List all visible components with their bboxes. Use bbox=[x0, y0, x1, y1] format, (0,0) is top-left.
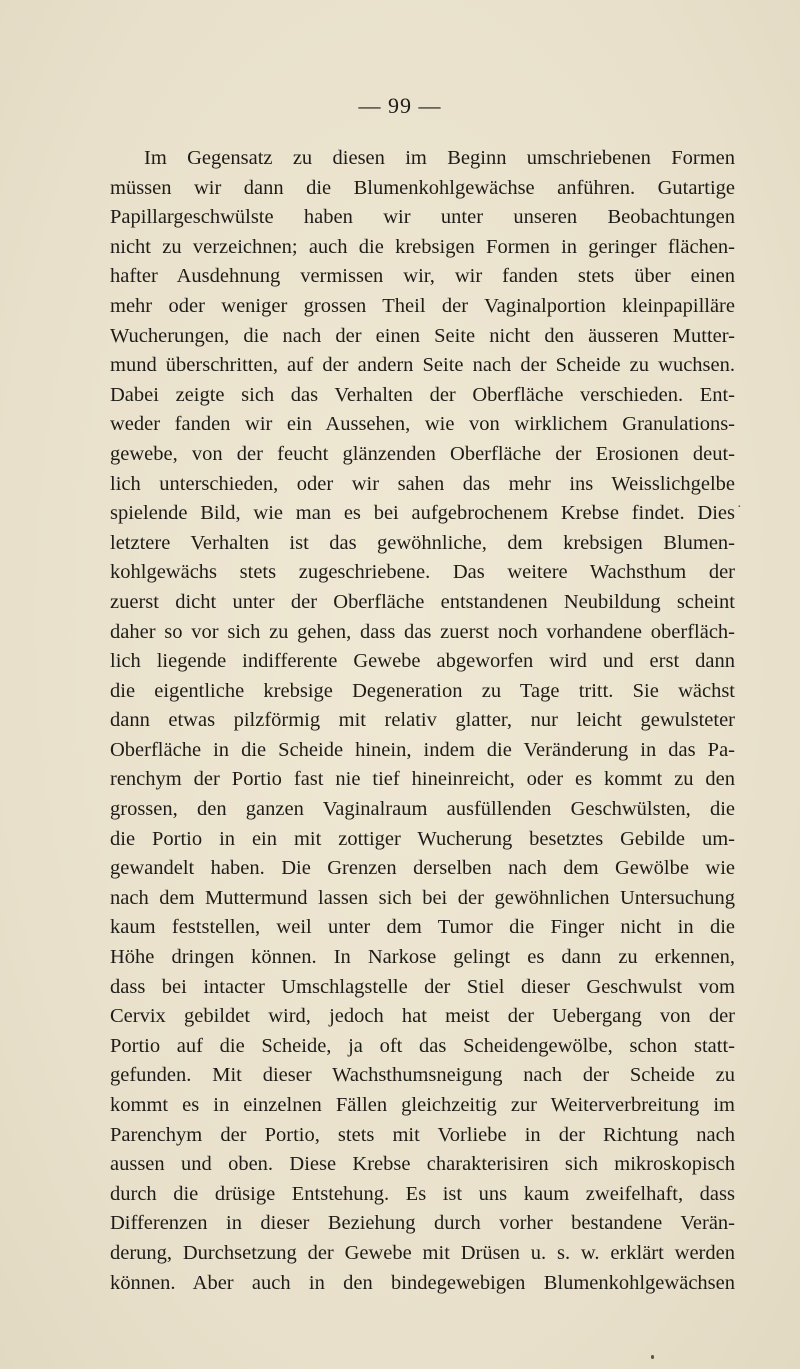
text-line: gewebe, von der feucht glänzenden Oberfläche der Erosionen deut- bbox=[110, 442, 735, 465]
text-line: gewandelt haben. Die Grenzen derselben nach dem Gewölbe wie bbox=[110, 857, 735, 880]
text-line: Papillargeschwülste haben wir unter unseren Beobachtungen bbox=[110, 206, 735, 229]
text-line: mund überschritten, auf der andern Seite nach der Scheide zu wuchsen. bbox=[110, 354, 735, 377]
text-line: renchym der Portio fast nie tief hineinreicht, oder es kommt zu den bbox=[110, 768, 735, 791]
text-line: gefunden. Mit dieser Wachsthumsneigung nach der Scheide zu bbox=[110, 1064, 735, 1087]
text-line: kaum feststellen, weil unter dem Tumor die Finger nicht in die bbox=[110, 916, 735, 939]
text-line: durch die drüsige Entstehung. Es ist uns kaum zweifelhaft, dass bbox=[110, 1182, 735, 1205]
text-line: müssen wir dann die Blumenkohlgewächse anführen. Gutartige bbox=[110, 176, 735, 199]
text-line: Differenzen in dieser Beziehung durch vorher bestandene Verän- bbox=[110, 1212, 735, 1235]
text-line: dass bei intacter Umschlagstelle der Stiel dieser Geschwulst vom bbox=[110, 975, 735, 998]
text-line: Höhe dringen können. In Narkose gelingt es dann zu erkennen, bbox=[110, 946, 735, 969]
text-line: dann etwas pilzförmig mit relativ glatter, nur leicht gewulsteter bbox=[110, 709, 735, 732]
text-line: aussen und oben. Diese Krebse charakterisiren sich mikroskopisch bbox=[110, 1153, 735, 1176]
text-line: Parenchym der Portio, stets mit Vorliebe in der Richtung nach bbox=[110, 1123, 735, 1146]
text-line: spielende Bild, wie man es bei aufgebrochenem Krebse findet. Dies bbox=[110, 502, 735, 525]
text-line: nicht zu verzeichnen; auch die krebsigen Formen in geringer flächen- bbox=[110, 235, 735, 258]
text-line: die eigentliche krebsige Degeneration zu Tage tritt. Sie wächst bbox=[110, 679, 735, 702]
text-line: Wucherungen, die nach der einen Seite nicht den äusseren Mutter- bbox=[110, 324, 735, 347]
text-line: daher so vor sich zu gehen, dass das zuerst noch vorhandene oberfläch- bbox=[110, 620, 735, 643]
text-line: Portio auf die Scheide, ja oft das Scheidengewölbe, schon statt- bbox=[110, 1034, 735, 1057]
body-text bbox=[110, 144, 735, 1298]
text-line: kommt es in einzelnen Fällen gleichzeitig zur Weiterverbreitung im bbox=[110, 1094, 735, 1116]
text-line: lich unterschieden, oder wir sahen das mehr ins Weisslichgelbe bbox=[110, 472, 735, 495]
text-line: kohlgewächs stets zugeschriebene. Das weitere Wachsthum der bbox=[110, 561, 735, 584]
page-number: — 99 — bbox=[358, 93, 442, 118]
margin-mark: · bbox=[737, 500, 742, 515]
text-line: zuerst dicht unter der Oberfläche entstandenen Neubildung scheint bbox=[110, 590, 735, 613]
text-line: hafter Ausdehnung vermissen wir, wir fanden stets über einen bbox=[110, 265, 735, 288]
text-line: nach dem Muttermund lassen sich bei der gewöhnlichen Untersuchung bbox=[110, 886, 735, 909]
text-line: weder fanden wir ein Aussehen, wie von wirklichem Granulations- bbox=[110, 413, 735, 436]
text-line: Im Gegensatz zu diesen im Beginn umschriebenen Formen bbox=[144, 147, 735, 169]
text-line: letztere Verhalten ist das gewöhnliche, dem krebsigen Blumen- bbox=[110, 531, 735, 554]
text-line: Oberfläche in die Scheide hinein, indem die Veränderung in das Pa- bbox=[110, 738, 735, 761]
text-line: Dabei zeigte sich das Verhalten der Oberfläche verschieden. Ent- bbox=[110, 383, 735, 406]
text-line: mehr oder weniger grossen Theil der Vaginalportion kleinpapilläre bbox=[110, 294, 735, 317]
text-line: Cervix gebildet wird, jedoch hat meist der Uebergang von der bbox=[110, 1005, 735, 1028]
text-line: derung, Durchsetzung der Gewebe mit Drüsen u. s. w. erklärt werden bbox=[110, 1241, 735, 1264]
text-line: können. Aber auch in den bindegewebigen Blumenkohlgewächsen bbox=[110, 1271, 735, 1294]
text-line: lich liegende indifferente Gewebe abgeworfen wird und erst dann bbox=[110, 650, 735, 673]
text-line: grossen, den ganzen Vaginalraum ausfüllenden Geschwülsten, die bbox=[110, 798, 735, 821]
text-line: die Portio in ein mit zottiger Wucherung besetztes Gebilde um- bbox=[110, 827, 735, 850]
ink-speck bbox=[651, 1355, 654, 1359]
